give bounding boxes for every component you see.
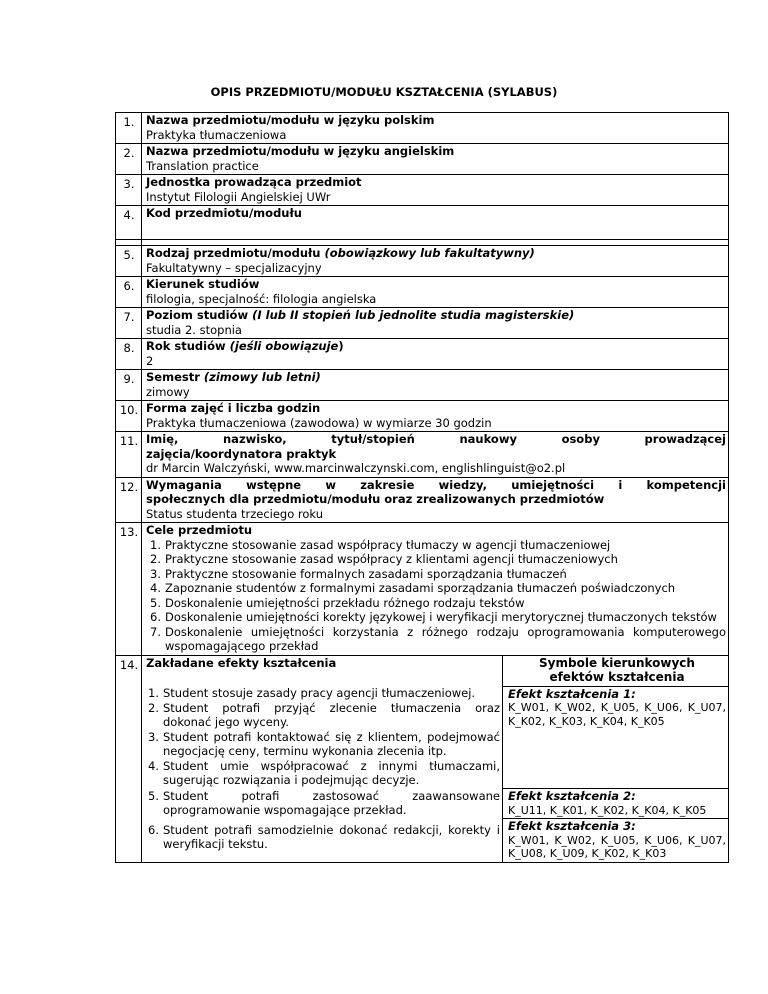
- row-heading: Poziom studiów (I lub II stopień lub jednolite studia magisterskie): [146, 308, 575, 322]
- row-number: 5.: [116, 246, 142, 277]
- syllabus-table: [115, 112, 729, 863]
- table-row: [116, 113, 729, 144]
- effects-list: [144, 686, 500, 788]
- effect-title: Efekt kształcenia 1:: [508, 686, 636, 701]
- row-heading: Forma zajęć i liczba godzin: [146, 401, 321, 415]
- table-row: [116, 401, 729, 432]
- table-row: [116, 339, 729, 370]
- row-heading: Cele przedmiotu: [146, 523, 253, 537]
- list-item: 3. Student potrafi kontaktować się z klientem, podejmować negocjację ceny, terminu wykonania zlecenia itp.: [148, 729, 500, 758]
- list-item: 3. Praktyczne stosowanie formalnych zasadami sporządzania tłumaczeń: [150, 566, 567, 581]
- table-row: [116, 246, 729, 277]
- row-heading: Jednostka prowadząca przedmiot: [146, 175, 362, 189]
- effects-group: [116, 686, 729, 789]
- table-row: [116, 432, 729, 478]
- table-row: [116, 206, 729, 240]
- symbols-heading: Symbole kierunkowych: [539, 655, 695, 670]
- list-item: 2. Student potrafi przyjąć zlecenie tłumaczenia oraz dokonać jego wyceny.: [148, 700, 500, 729]
- effects-group: [116, 789, 729, 819]
- objectives-list: [146, 538, 726, 654]
- table-row: [116, 308, 729, 339]
- row-value: studia 2. stopnia: [146, 322, 242, 337]
- row-value: filologia, specjalność: filologia angielska: [146, 291, 377, 306]
- list-item: 4. Student umie współpracować z innymi tłumaczami, sugerując rozwiązania i podejmując decyzje.: [148, 758, 500, 787]
- row-value: Fakultatywny – specjalizacyjny: [146, 260, 322, 275]
- row-value: Instytut Filologii Angielskiej UWr: [146, 189, 331, 204]
- row-value: zimowy: [146, 384, 190, 399]
- row-number: 13.: [116, 523, 142, 656]
- row-number: 11.: [116, 432, 142, 478]
- row-heading: Nazwa przedmiotu/modułu w języku angielskim: [146, 144, 455, 158]
- list-item: 1. Student stosuje zasady pracy agencji tłumaczeniowej.: [148, 686, 476, 700]
- list-item: 6. Doskonalenie umiejętności korekty językowej i weryfikacji merytorycznej tłumaczonych tekstów: [150, 610, 717, 624]
- list-item: 7. Doskonalenie umiejętności korzystania z różnego rodzaju oprogramowania komputerowego wspomagającego przekład: [150, 624, 726, 653]
- row-heading-cont: zajęcia/koordynatora praktyk: [146, 446, 337, 461]
- table-row: [116, 144, 729, 175]
- row-heading: Zakładane efekty kształcenia: [146, 655, 337, 670]
- row-heading: Rok studiów (jeśli obowiązuje): [146, 339, 344, 353]
- row-number: 2.: [116, 144, 142, 175]
- table-row: [116, 175, 729, 206]
- row-value: dr Marcin Walczyński, www.marcinwalczynski.com, englishlinguist@o2.pl: [146, 461, 566, 475]
- row-number: 6.: [116, 277, 142, 308]
- table-row: [116, 655, 729, 686]
- row-value: Status studenta trzeciego roku: [146, 506, 324, 521]
- effects-list: [144, 789, 500, 818]
- effect-codes: K_W01, K_W02, K_U05, K_U06, K_U07, K_K02, K_K03, K_K04, K_K05: [508, 701, 726, 728]
- effect-title: Efekt kształcenia 3:: [508, 819, 636, 833]
- row-value: Translation practice: [146, 158, 259, 173]
- list-item: 1. Praktyczne stosowanie zasad współpracy tłumaczy w agencji tłumaczeniowej: [150, 537, 611, 552]
- table-row: [116, 277, 729, 308]
- effect-codes: K_W01, K_W02, K_U05, K_U06, K_U07, K_U08, K_U09, K_K02, K_K03: [508, 833, 726, 860]
- row-heading: Rodzaj przedmiotu/modułu (obowiązkowy lub fakultatywny): [146, 246, 535, 260]
- row-number: 10.: [116, 401, 142, 432]
- row-value: 2: [146, 353, 154, 368]
- table-row: [116, 523, 729, 656]
- row-number: 9.: [116, 370, 142, 401]
- row-value: Praktyka tłumaczeniowa: [146, 127, 287, 142]
- list-item: 2. Praktyczne stosowanie zasad współpracy z klientami agencji tłumaczeniowych: [150, 552, 618, 566]
- row-number: 3.: [116, 175, 142, 206]
- list-item: 6. Student potrafi samodzielnie dokonać redakcji, korekty i weryfikacji tekstu.: [148, 822, 500, 851]
- row-heading-cont: społecznych dla przedmiotu/modułu oraz zrealizowanych przedmiotów: [146, 492, 605, 506]
- row-heading: Kierunek studiów: [146, 277, 260, 291]
- list-item: 5. Doskonalenie umiejętności przekładu różnego rodzaju tekstów: [150, 595, 525, 610]
- row-number: 14.: [116, 655, 142, 862]
- row-number: 8.: [116, 339, 142, 370]
- row-number: 1.: [116, 113, 142, 144]
- table-row: [116, 477, 729, 523]
- list-item: 5. Student potrafi zastosować zaawansowane oprogramowanie wspomagające przekład.: [148, 788, 500, 817]
- effects-group: [116, 819, 729, 863]
- row-number: 4.: [116, 206, 142, 240]
- symbols-heading-cont: efektów kształcenia: [549, 670, 685, 684]
- row-heading: Wymagania wstępne w zakresie wiedzy, umiejętności i kompetencji: [146, 477, 726, 492]
- row-heading: Kod przedmiotu/modułu: [146, 206, 302, 220]
- list-item: 4. Zapoznanie studentów z formalnymi zasadami sporządzania tłumaczeń poświadczonych: [150, 581, 676, 595]
- row-heading: Imię, nazwisko, tytuł/stopień naukowy osoby prowadzącej: [146, 432, 726, 446]
- table-row: [116, 370, 729, 401]
- effect-title: Efekt kształcenia 2:: [508, 789, 636, 803]
- row-heading: Semestr (zimowy lub letni): [146, 370, 321, 384]
- document-title: OPIS PRZEDMIOTU/MODUŁU KSZTAŁCENIA (SYLABUS): [210, 85, 558, 99]
- row-number: 12.: [116, 477, 142, 523]
- effect-codes: K_U11, K_K01, K_K02, K_K04, K_K05: [508, 803, 707, 817]
- effects-list: [144, 819, 500, 852]
- row-number: 7.: [116, 308, 142, 339]
- row-heading: Nazwa przedmiotu/modułu w języku polskim: [146, 113, 435, 127]
- row-value: Praktyka tłumaczeniowa (zawodowa) w wymiarze 30 godzin: [146, 415, 492, 430]
